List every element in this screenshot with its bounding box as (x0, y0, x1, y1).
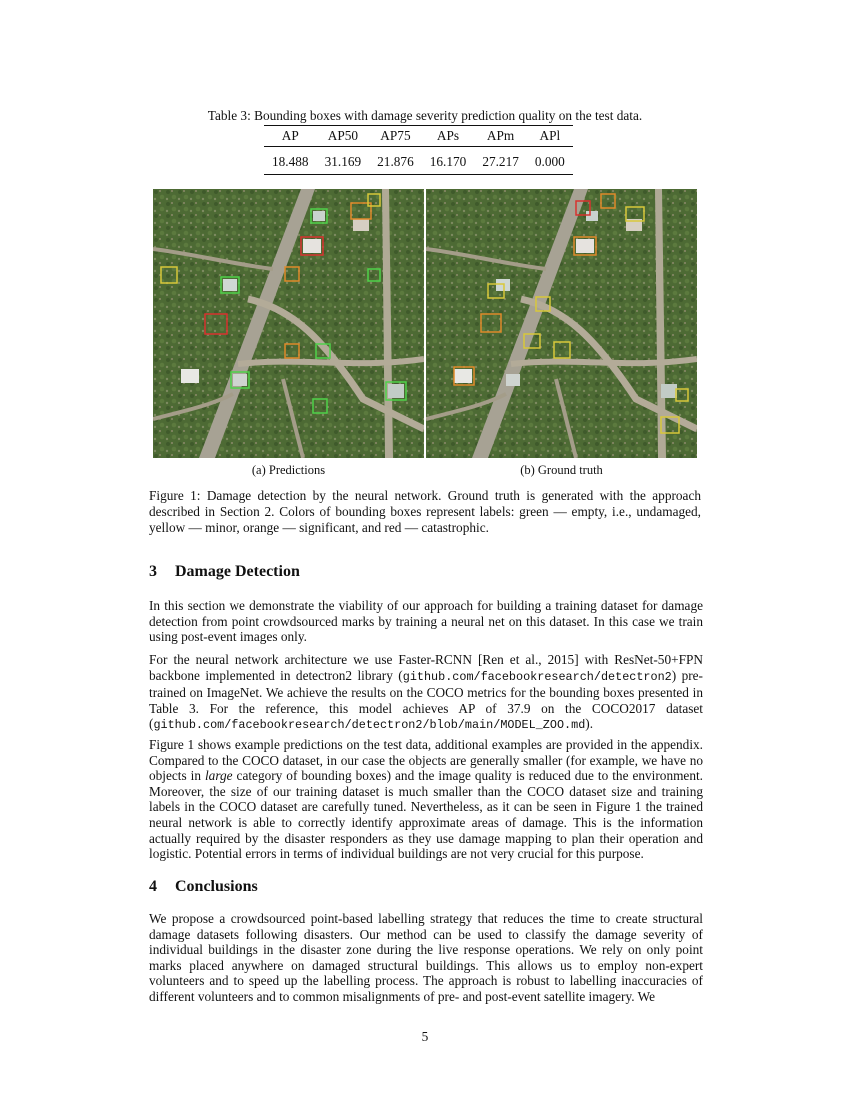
table-cell: 18.488 (272, 154, 309, 169)
table-header-cell: AP50 (327, 128, 359, 143)
paragraph-text: ) pre-trained on ImageNet. We achieve the results on the COCO metrics for the bounding boxes presented in Table 3. For the reference, this model achieves AP of 37.9 on the COCO2017 dataset ( (149, 667, 703, 732)
table-cell: 16.170 (429, 154, 467, 169)
section-number: 4 (149, 878, 157, 895)
aerial-image-predictions (153, 189, 424, 458)
section-heading-conclusions (149, 878, 258, 896)
paragraph-text: Figure 1 shows example predictions on the test data, additional examples are provided in the appendix. Compared to the COCO dataset, in our case the objects are generally smaller (for example, we have no objects in (149, 737, 703, 784)
table-header-cell: AP (281, 128, 299, 143)
paragraph (149, 737, 703, 862)
emphasis-text: large (204, 768, 233, 784)
table-cell: 31.169 (324, 154, 362, 169)
section-title: Damage Detection (175, 563, 300, 580)
subcaption-predictions: (a) Predictions (251, 463, 326, 477)
table-header-cell: APl (539, 128, 561, 143)
model-zoo-link[interactable]: github.com/facebookresearch/detectron2/blob/main/MODEL_ZOO.md (153, 718, 586, 733)
table-cell: 27.217 (482, 154, 519, 169)
table-header-cell: AP75 (380, 128, 411, 143)
table-cell: 0.000 (534, 154, 565, 169)
table-header-cell: APm (486, 128, 515, 143)
page-number: 5 (421, 1029, 429, 1044)
paragraph-text: For the neural network architecture we use Faster-RCNN [Ren et al., 2015] with ResNet-50+FPN backbone implemented in detectron2 library ( (149, 652, 703, 683)
subcaption-ground-truth: (b) Ground truth (520, 463, 603, 477)
paragraph: In this section we demonstrate the viability of our approach for building a training dataset for damage detection from point crowdsourced marks by training a neural net on this dataset. In this case we train using post-event images only. (149, 598, 703, 645)
table-caption: Table 3: Bounding boxes with damage severity prediction quality on the test data. (207, 108, 643, 123)
table-header-row (264, 126, 573, 147)
section-number: 3 (149, 563, 157, 580)
aerial-image-ground-truth (426, 189, 697, 458)
section-heading-damage-detection (149, 563, 300, 581)
paragraph-text: category of bounding boxes) and the image quality is reduced due to the environment. Moreover, the size of our training dataset is much smaller than the COCO dataset size and training labels in the COCO dataset are carefully tuned. Nevertheless, as it can be seen in Figure 1 the trained neural network is able to correctly identify approximate areas of damage. This is the information actually required by the disaster responders as they use damage mapping to plan their operation and logistic. Potential errors in terms of individual buildings are not very crucial for this purpose. (149, 768, 704, 862)
table-header-cell: APs (436, 128, 460, 143)
section-title: Conclusions (175, 878, 258, 895)
metrics-table (264, 125, 573, 175)
table-row (264, 147, 573, 175)
paragraph (149, 652, 703, 734)
table-cell: 21.876 (377, 154, 414, 169)
paragraph-text: ). (585, 716, 594, 732)
figure-caption: Figure 1: Damage detection by the neural network. Ground truth is generated with the approach described in Section 2. Colors of bounding boxes represent labels: green — empty, i.e., undamaged, yellow — minor, orange — significant, and red — catastrophic. (149, 488, 701, 536)
paragraph: We propose a crowdsourced point-based labelling strategy that reduces the time to create structural damage datasets following disasters. Our method can be used to classify the damage severity of individual buildings in the disaster zone during the live response operations. We rely on only point marks placed anywhere on damaged structural buildings. This allows us to employ non-expert volunteers and to speed up the labelling process. The approach is robust to labelling inaccuracies of different volunteers and to common misalignments of pre- and post-event satellite imagery. We (149, 911, 703, 1004)
detectron2-link[interactable]: github.com/facebookresearch/detectron2 (402, 669, 672, 684)
